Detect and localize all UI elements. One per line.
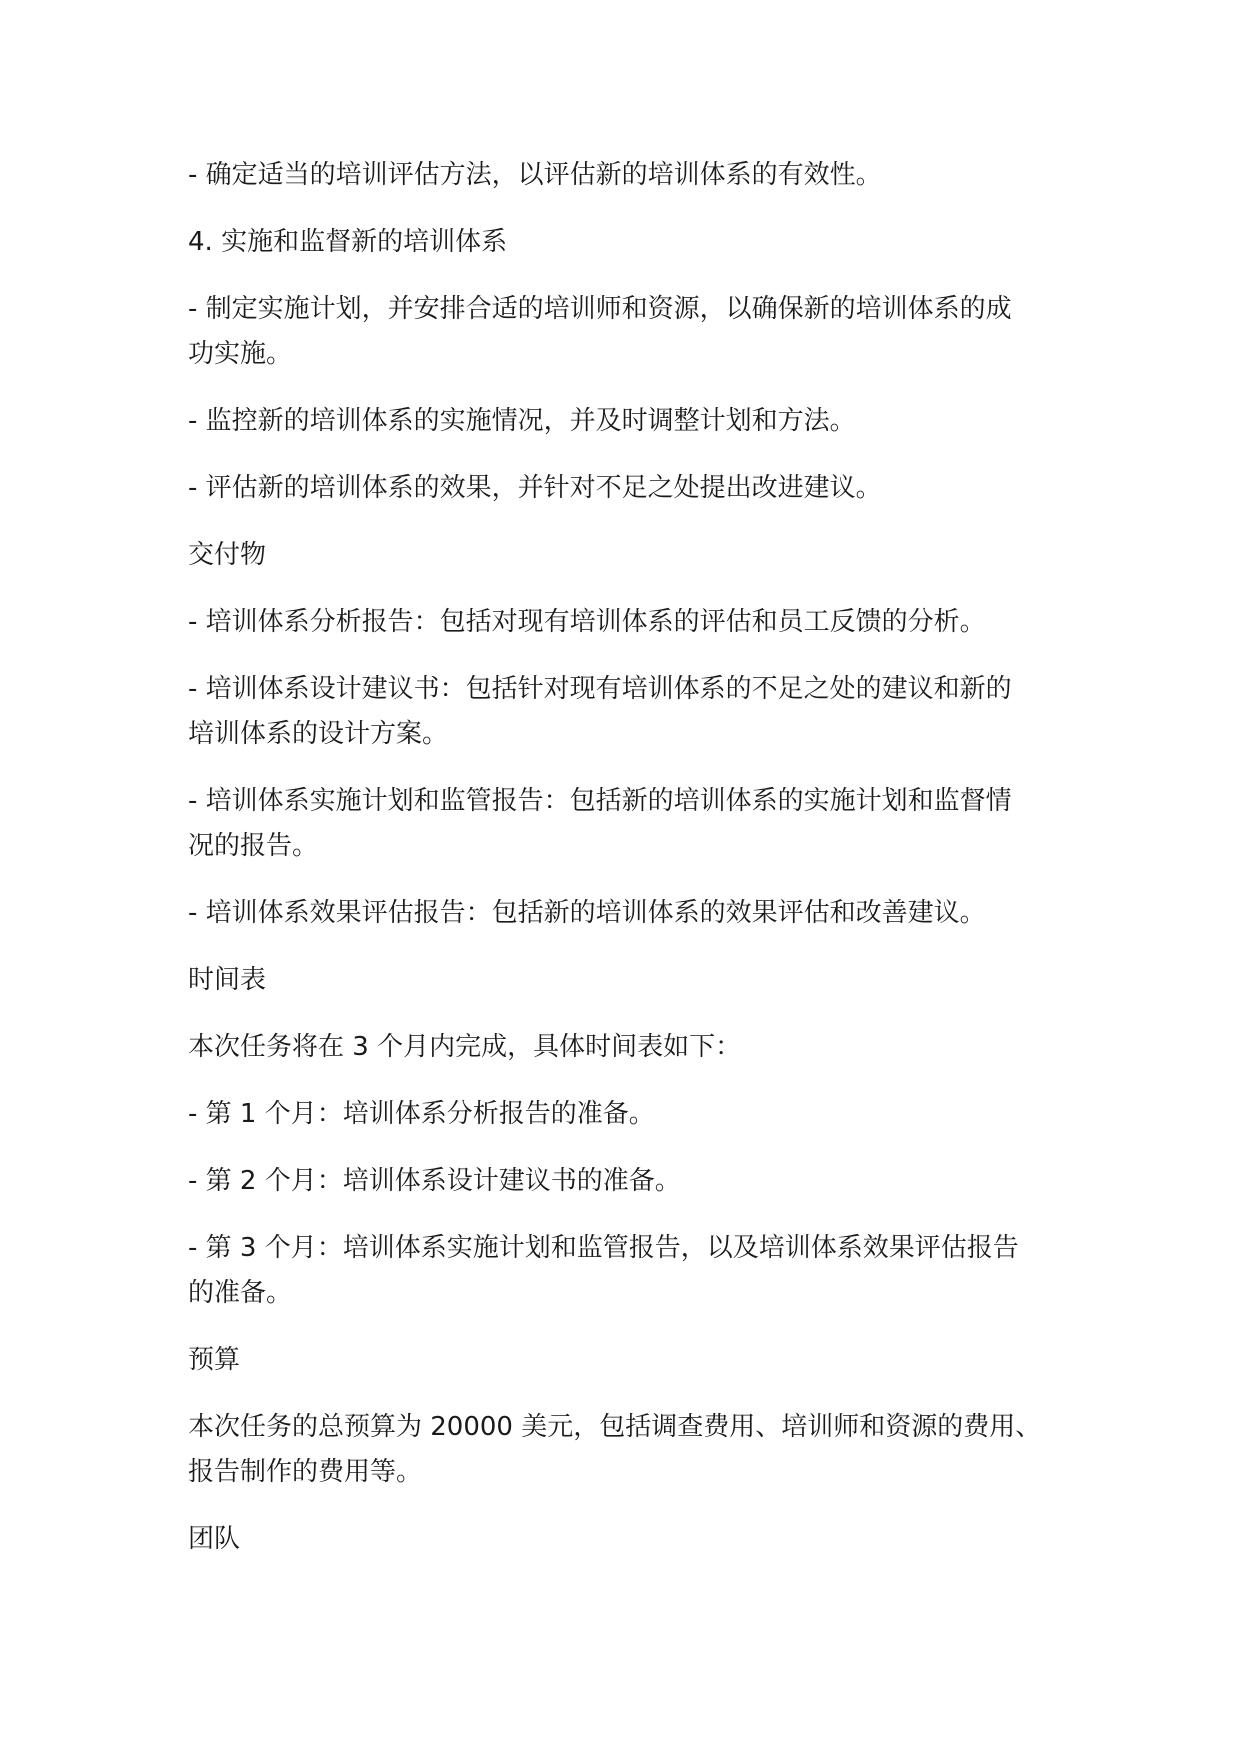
timeline-heading: 时间表 [188,965,267,995]
evaluation-method-bullet: - 确定适当的培训评估方法，以评估新的培训体系的有效性。 [188,160,882,190]
month-1-bullet: - 第 1 个月：培训体系分析报告的准备。 [188,1099,655,1129]
effect-evaluation-bullet: - 评估新的培训体系的效果，并针对不足之处提出改进建议。 [188,473,882,503]
effect-report-bullet: - 培训体系效果评估报告：包括新的培训体系的效果评估和改善建议。 [188,898,986,928]
section-4-heading: 4. 实施和监督新的培训体系 [188,227,508,257]
team-heading: 团队 [188,1524,241,1554]
budget-paragraph-line-2: 报告制作的费用等。 [188,1457,423,1487]
month-3-bullet-line-1: - 第 3 个月：培训体系实施计划和监管报告，以及培训体系效果评估报告 [188,1233,1019,1263]
implementation-report-bullet-line-1: - 培训体系实施计划和监管报告：包括新的培训体系的实施计划和监督情 [188,786,1012,816]
month-2-bullet: - 第 2 个月：培训体系设计建议书的准备。 [188,1166,681,1196]
implementation-plan-bullet-line-2: 功实施。 [188,339,293,369]
design-proposal-bullet-line-2: 培训体系的设计方案。 [188,719,449,749]
timeline-intro: 本次任务将在 3 个月内完成，具体时间表如下： [188,1032,742,1062]
analysis-report-bullet: - 培训体系分析报告：包括对现有培训体系的评估和员工反馈的分析。 [188,607,986,637]
month-3-bullet-line-2: 的准备。 [188,1278,293,1308]
design-proposal-bullet-line-1: - 培训体系设计建议书：包括针对现有培训体系的不足之处的建议和新的 [188,674,1012,704]
monitoring-bullet: - 监控新的培训体系的实施情况，并及时调整计划和方法。 [188,406,856,436]
implementation-report-bullet-line-2: 况的报告。 [188,831,319,861]
budget-paragraph-line-1: 本次任务的总预算为 20000 美元，包括调查费用、培训师和资源的费用、 [188,1412,1042,1442]
implementation-plan-bullet-line-1: - 制定实施计划，并安排合适的培训师和资源，以确保新的培训体系的成 [188,294,1012,324]
budget-heading: 预算 [188,1345,241,1375]
deliverables-heading: 交付物 [188,540,267,570]
